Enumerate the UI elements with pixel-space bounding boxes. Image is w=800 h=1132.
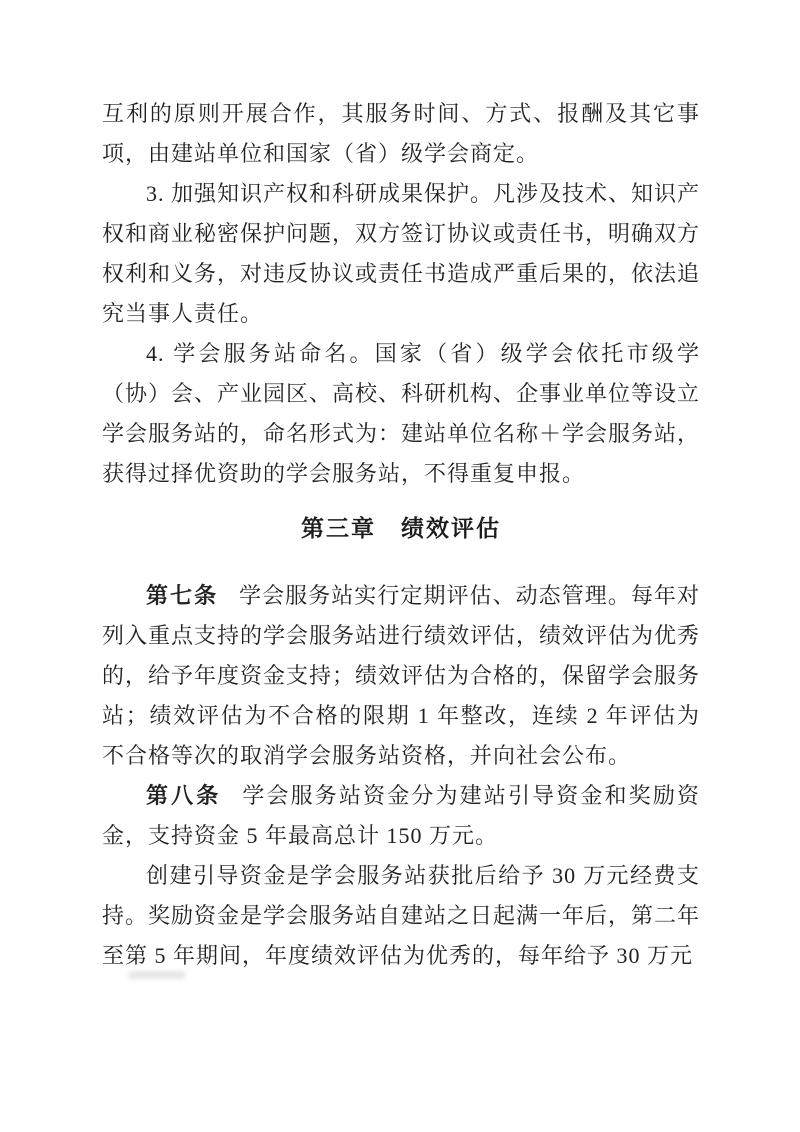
- scan-artifact: [128, 971, 186, 979]
- article-7-paragraph: [102, 576, 700, 776]
- article-7-text: 学会服务站实行定期评估、动态管理。每年对列入重点支持的学会服务站进行绩效评估，绩效评估为优秀的，给予年度资金支持；绩效评估为合格的，保留学会服务站；绩效评估为不合格的限期 1 年整改，连续 2 年评估为不合格等次的取消学会服务站资格，并向社会公布。: [102, 583, 701, 768]
- article-8-text: 学会服务站资金分为建站引导资金和奖励资金，支持资金 5 年最高总计 150 万元。: [102, 783, 700, 848]
- numbered-item-4: 4. 学会服务站命名。国家（省）级学会依托市级学（协）会、产业园区、高校、科研机构、企事业单位等设立学会服务站的，命名形式为：建站单位名称＋学会服务站，获得过择优资助的学会服务站，不得重复申报。: [102, 341, 701, 486]
- continuation-paragraph: 互利的原则开展合作，其服务时间、方式、报酬及其它事项，由建站单位和国家（省）级学会商定。: [102, 101, 700, 166]
- document-content: [102, 94, 700, 976]
- chapter-heading: 第三章 绩效评估: [301, 515, 501, 541]
- article-8-label: 第八条: [146, 783, 222, 808]
- article-7-label: 第七条: [146, 583, 219, 608]
- funding-paragraph: 创建引导资金是学会服务站获批后给予 30 万元经费支持。奖励资金是学会服务站自建站之日起满一年后，第二年至第 5 年期间，年度绩效评估为优秀的，每年给予 30 万元: [102, 863, 701, 968]
- article-8-paragraph: [102, 776, 700, 856]
- numbered-item-3: 3. 加强知识产权和科研成果保护。凡涉及技术、知识产权和商业秘密保护问题，双方签订协议或责任书，明确双方权利和义务，对违反协议或责任书造成严重后果的，依法追究当事人责任。: [102, 181, 701, 326]
